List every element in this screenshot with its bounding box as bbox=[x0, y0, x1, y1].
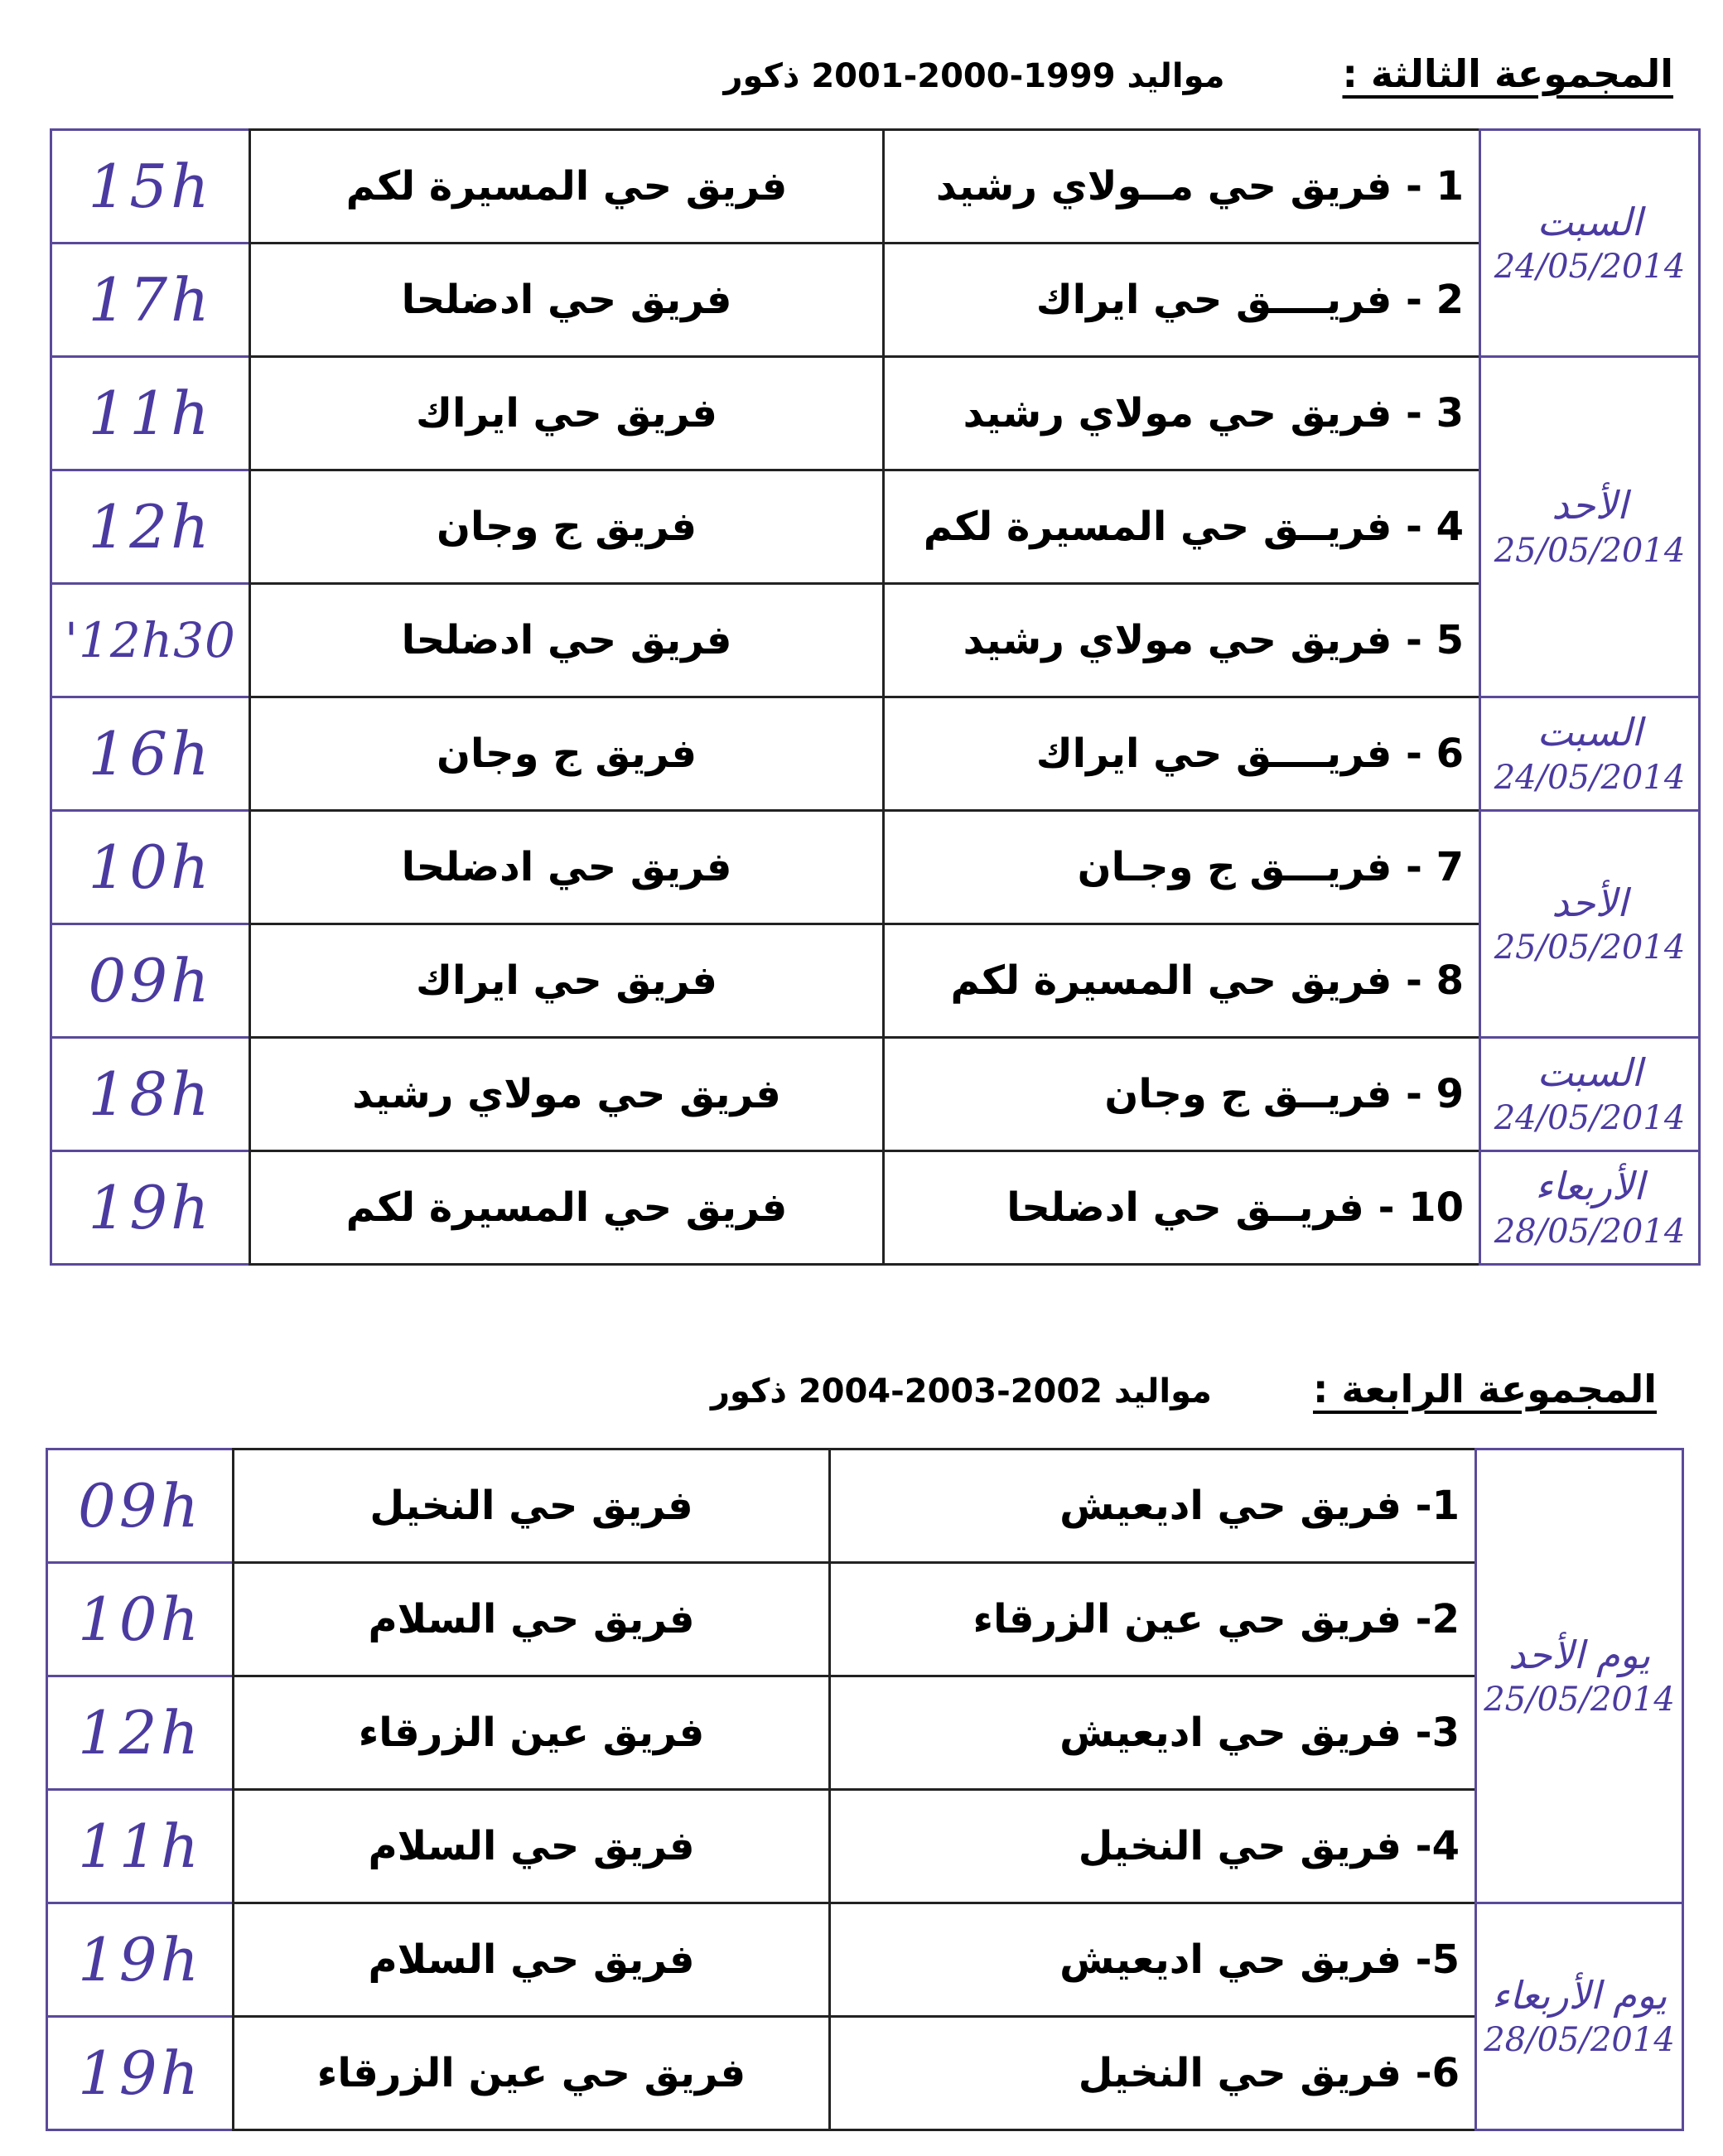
home-team: 1 - فريق حي مــولاي رشيد bbox=[884, 130, 1480, 244]
table-row bbox=[47, 1903, 1683, 2017]
match-time: 12h bbox=[47, 1676, 234, 1790]
away-team: فريق حي ايراك bbox=[250, 357, 884, 470]
away-team: فريق حي السلام bbox=[234, 1563, 830, 1676]
date-cell bbox=[1476, 1449, 1683, 1903]
match-time: 10h bbox=[47, 1563, 234, 1676]
match-time: 11h bbox=[51, 357, 250, 470]
date-cell bbox=[1476, 1903, 1683, 2130]
home-team: 7 - فريـــق ج وجـان bbox=[884, 811, 1480, 924]
home-team: 3 - فريق حي مولاي رشيد bbox=[884, 357, 1480, 470]
table-row bbox=[51, 357, 1700, 470]
table-row bbox=[51, 1151, 1700, 1265]
match-time: 12h30' bbox=[51, 584, 250, 697]
table-row bbox=[47, 2017, 1683, 2130]
match-time: 19h bbox=[47, 2017, 234, 2130]
table-row bbox=[47, 1563, 1683, 1676]
away-team: فريق حي ادضلحا bbox=[250, 244, 884, 357]
away-team: فريق حي النخيل bbox=[234, 1449, 830, 1563]
date-cell bbox=[1480, 357, 1700, 697]
home-team: 2- فريق حي عين الزرقاء bbox=[830, 1563, 1476, 1676]
date-cell bbox=[1480, 811, 1700, 1038]
date-label: 25/05/2014 bbox=[1494, 928, 1686, 967]
group3-heading bbox=[596, 51, 1673, 96]
table-row bbox=[51, 924, 1700, 1038]
home-team: 1- فريق حي اديعيش bbox=[830, 1449, 1476, 1563]
match-time: 16h bbox=[51, 697, 250, 811]
group4-subtitle: مواليد 2002-2003-2004 ذكور bbox=[710, 1372, 1212, 1411]
day-label: السبت bbox=[1537, 710, 1643, 755]
away-team: فريق حي ادضلحا bbox=[250, 584, 884, 697]
table-row bbox=[51, 244, 1700, 357]
table-row bbox=[51, 1038, 1700, 1151]
match-time: 18h bbox=[51, 1038, 250, 1151]
match-time: 12h bbox=[51, 470, 250, 584]
group4-title: المجموعة الرابعة : bbox=[1312, 1367, 1657, 1411]
away-team: فريق حي المسيرة لكم bbox=[250, 1151, 884, 1265]
home-team: 4- فريق حي النخيل bbox=[830, 1790, 1476, 1903]
match-time: 17h bbox=[51, 244, 250, 357]
group3-title: المجموعة الثالثة : bbox=[1342, 51, 1673, 96]
table-row bbox=[47, 1449, 1683, 1563]
away-team: فريق حي السلام bbox=[234, 1790, 830, 1903]
date-cell bbox=[1480, 697, 1700, 811]
date-label: 24/05/2014 bbox=[1494, 758, 1686, 797]
match-time: 10h bbox=[51, 811, 250, 924]
home-team: 9 - فريــق ج وجان bbox=[884, 1038, 1480, 1151]
date-label: 24/05/2014 bbox=[1494, 1098, 1686, 1137]
match-time: 19h bbox=[51, 1151, 250, 1265]
away-team: فريق ج وجان bbox=[250, 697, 884, 811]
home-team: 2 - فريــــق حي ايراك bbox=[884, 244, 1480, 357]
group4-schedule-table bbox=[46, 1448, 1684, 2131]
away-team: فريق عين الزرقاء bbox=[234, 1676, 830, 1790]
table-row bbox=[51, 130, 1700, 244]
away-team: فريق حي السلام bbox=[234, 1903, 830, 2017]
match-time: 09h bbox=[51, 924, 250, 1038]
home-team: 4 - فريــق حي المسيرة لكم bbox=[884, 470, 1480, 584]
match-time: 09h bbox=[47, 1449, 234, 1563]
date-cell bbox=[1480, 1038, 1700, 1151]
day-label: السبت bbox=[1537, 1050, 1643, 1096]
date-label: 28/05/2014 bbox=[1494, 1212, 1686, 1251]
home-team: 3- فريق حي اديعيش bbox=[830, 1676, 1476, 1790]
day-label: السبت bbox=[1537, 199, 1643, 244]
home-team: 6 - فريــــق حي ايراك bbox=[884, 697, 1480, 811]
table-row bbox=[47, 1676, 1683, 1790]
date-label: 25/05/2014 bbox=[1484, 1681, 1675, 1719]
away-team: فريق حي مولاي رشيد bbox=[250, 1038, 884, 1151]
table-row bbox=[51, 584, 1700, 697]
group4-heading bbox=[580, 1367, 1657, 1411]
home-team: 10 - فريــق حي ادضلحا bbox=[884, 1151, 1480, 1265]
date-label: 28/05/2014 bbox=[1484, 2021, 1675, 2060]
group3-subtitle: مواليد 1999-2000-2001 ذكور bbox=[723, 57, 1225, 95]
home-team: 5 - فريق حي مولاي رشيد bbox=[884, 584, 1480, 697]
home-team: 8 - فريق حي المسيرة لكم bbox=[884, 924, 1480, 1038]
away-team: فريق حي ادضلحا bbox=[250, 811, 884, 924]
match-time: 11h bbox=[47, 1790, 234, 1903]
date-label: 25/05/2014 bbox=[1494, 531, 1686, 570]
group3-schedule-table bbox=[50, 128, 1701, 1266]
date-cell bbox=[1480, 1151, 1700, 1265]
day-label: يوم الأحد bbox=[1508, 1632, 1651, 1677]
away-team: فريق حي عين الزرقاء bbox=[234, 2017, 830, 2130]
home-team: 5- فريق حي اديعيش bbox=[830, 1903, 1476, 2017]
away-team: فريق حي ايراك bbox=[250, 924, 884, 1038]
home-team: 6- فريق حي النخيل bbox=[830, 2017, 1476, 2130]
day-label: الأحد bbox=[1552, 880, 1628, 925]
match-time: 15h bbox=[51, 130, 250, 244]
day-label: يوم الأربعاء bbox=[1491, 1972, 1667, 2018]
date-label: 24/05/2014 bbox=[1494, 248, 1686, 287]
table-row bbox=[51, 697, 1700, 811]
day-label: الأربعاء bbox=[1535, 1164, 1644, 1209]
table-row bbox=[47, 1790, 1683, 1903]
date-cell bbox=[1480, 130, 1700, 357]
away-team: فريق حي المسيرة لكم bbox=[250, 130, 884, 244]
table-row bbox=[51, 470, 1700, 584]
day-label: الأحد bbox=[1552, 483, 1628, 528]
away-team: فريق ج وجان bbox=[250, 470, 884, 584]
table-row bbox=[51, 811, 1700, 924]
match-time: 19h bbox=[47, 1903, 234, 2017]
